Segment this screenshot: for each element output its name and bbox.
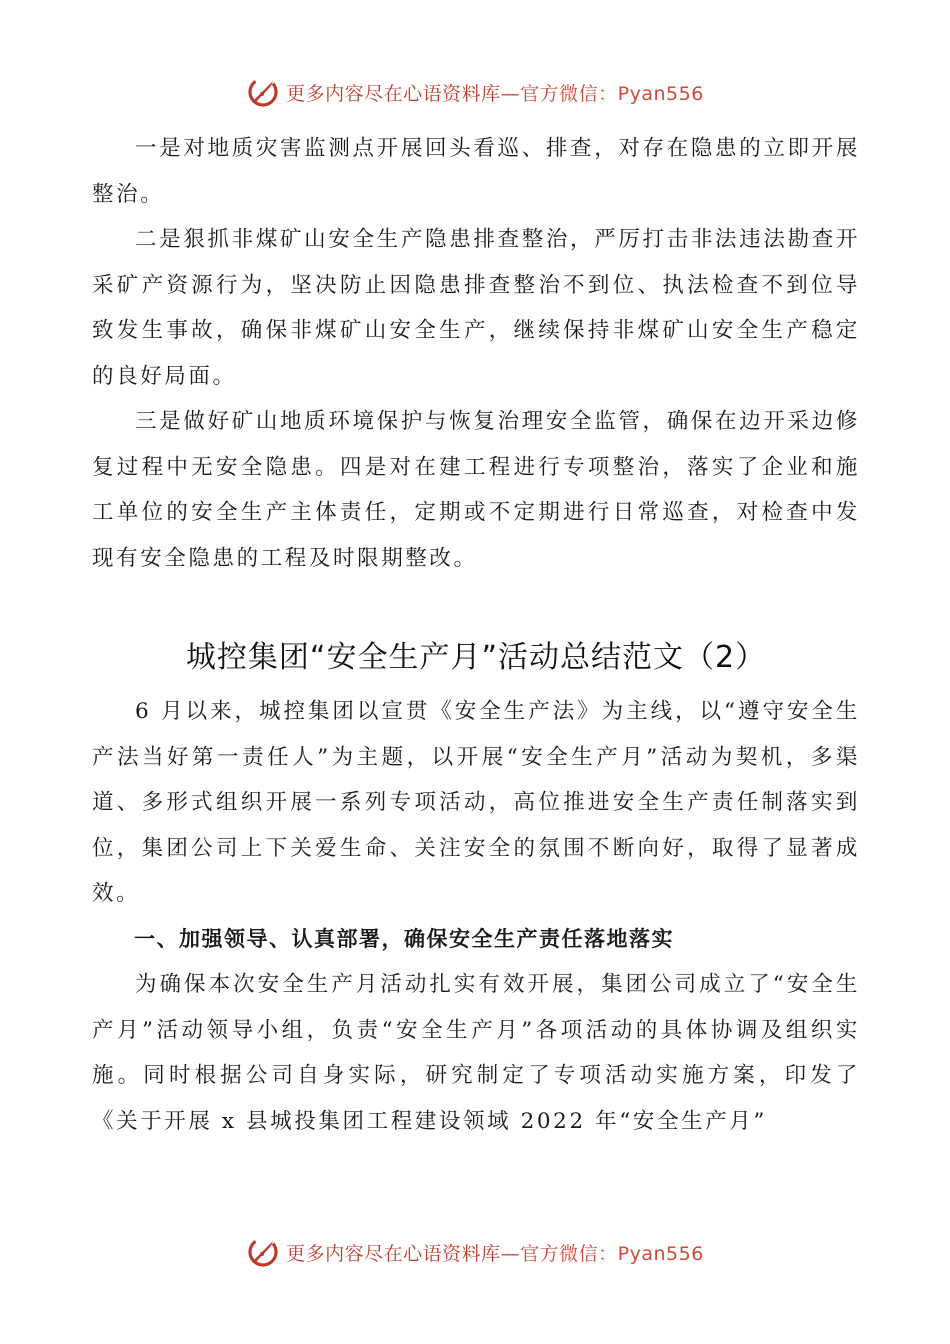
banner-main-text: 更多内容尽在心语资料库 xyxy=(286,1242,501,1265)
brush-logo-icon xyxy=(246,75,280,109)
banner-main-text: 更多内容尽在心语资料库 xyxy=(286,82,501,105)
header-banner xyxy=(0,72,950,112)
brush-logo-icon xyxy=(246,1235,280,1269)
document-body xyxy=(92,126,860,1144)
paragraph-geo-hazard: 一是对地质灾害监测点开展回头看巡、排查，对存在隐患的立即开展整治。 xyxy=(92,136,860,207)
document-title: 城控集团“安全生产月”活动总结范文（2） xyxy=(185,640,767,675)
banner-wechat-text: —官方微信：Pyan556 xyxy=(500,82,704,105)
banner-wechat-text: —官方微信：Pyan556 xyxy=(500,1242,704,1265)
section-heading: 一、加强领导、认真部署，确保安全生产责任落地落实 xyxy=(134,926,674,951)
paragraph-non-coal-mine: 二是狠抓非煤矿山安全生产隐患排查整治，严厉打击非法违法勘查开采矿产资源行为，坚决防止因隐患排查整治不到位、执法检查不到位导致发生事故，确保非煤矿山安全生产，继续保持非煤矿山安全生产稳定的良好局面。 xyxy=(92,227,860,389)
paragraph-leadership: 为确保本次安全生产月活动扎实有效开展，集团公司成立了“安全生产月”活动领导小组，负责“安全生产月”各项活动的具体协调及组织实施。同时根据公司自身实际，研究制定了专项活动实施方案，印发了《关于开展 x 县城投集团工程建设领域 2022 年“安全生产月” xyxy=(92,972,860,1134)
paragraph-intro: 6 月以来，城控集团以宣贯《安全生产法》为主线，以“遵守安全生产法当好第一责任人”为主题，以开展“安全生产月”活动为契机，多渠道、多形式组织开展一系列专项活动，高位推进安全生产责任制落实到位，集团公司上下关爱生命、关注安全的氛围不断向好，取得了显著成效。 xyxy=(92,699,860,906)
paragraph-mine-environment: 三是做好矿山地质环境保护与恢复治理安全监管，确保在边开采边修复过程中无安全隐患。四是对在建工程进行专项整治，落实了企业和施工单位的安全生产主体责任，定期或不定期进行日常巡查，对检查中发现有安全隐患的工程及时限期整改。 xyxy=(92,409,860,571)
footer-banner xyxy=(0,1232,950,1272)
